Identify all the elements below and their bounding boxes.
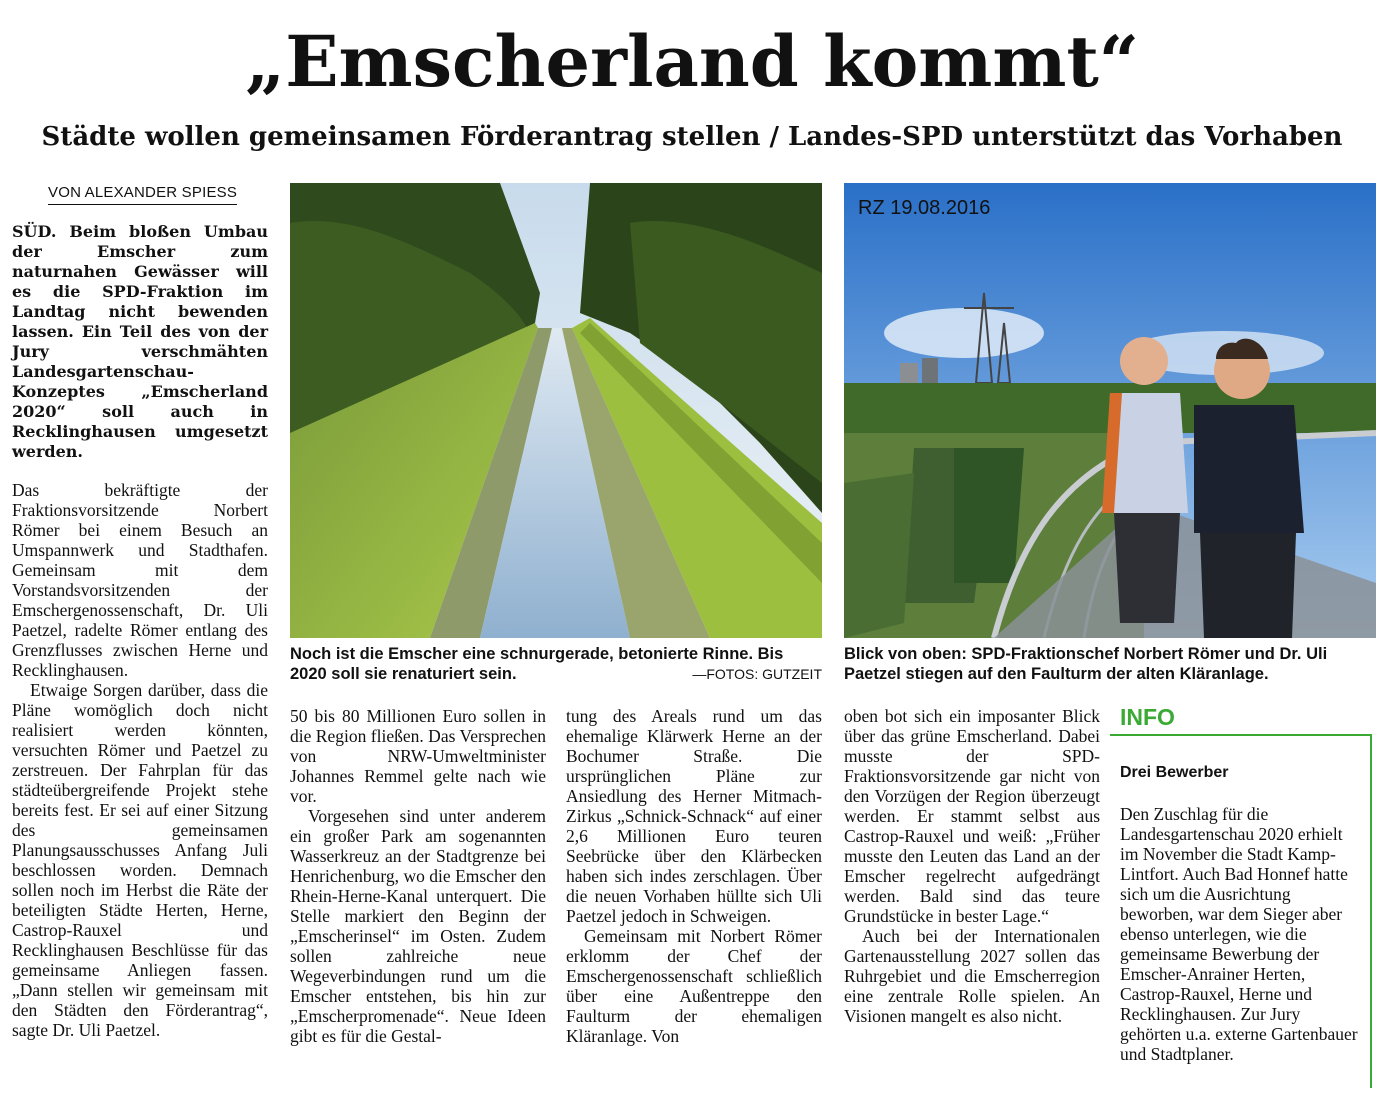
- emscher-canal-image: [290, 183, 822, 638]
- headline: „Emscherland kommt“: [244, 20, 1140, 103]
- article-column-2: [290, 706, 546, 1046]
- column-2-paragraph-2: Vorgesehen sind unter anderem ein großer Park am sogenannten Wasserkreuz an der Stadtgrenze bei Henrichenburg, wo die Emscher den Rhein-Herne-Kanal unterquert. Die Stelle markiert den Beginn der „Emscherinsel“ im Osten. Zudem sollen zahlreiche neue Wegeverbindungen rund um die Emscher entstehen, bis hin zur „Emscherpromenade“. Neue Ideen gibt es für die Gestal-: [290, 806, 546, 1046]
- info-label: INFO: [1120, 704, 1175, 730]
- caption-photo-2: Blick von oben: SPD-Fraktionschef Norbert Römer und Dr. Uli Paetzel stiegen auf den Faulturm der alten Kläranlage.: [844, 645, 1328, 683]
- column-1-paragraph-2: Etwaige Sorgen darüber, dass die Pläne womöglich doch nicht realisiert werden könnten, versuchten Römer und Paetzel zu zerstreuen. Der Fahrplan für das städteübergreifende Projekt stehe bereits fest. Er sei auf einer Sitzung des gemeinsamen Planungsausschusses Anfang Juli beschlossen worden. Demnach sollen noch im Herbst die Räte der beteiligten Städte Herten, Herne, Castrop-Rauxel und Recklinghausen Beschlüsse für das gemeinsame Anliegen fassen. „Dann stellen wir gemeinsam mit den Städten den Förderantrag“, sagte Dr. Uli Paetzel.: [12, 680, 268, 1040]
- byline: VON ALEXANDER SPIESS: [48, 184, 237, 205]
- info-title: Drei Bewerber: [1120, 764, 1229, 781]
- caption-1-text: Noch ist die Emscher eine schnurgerade, betonierte Rinne. Bis 2020 soll sie renaturiert sein.: [290, 645, 784, 683]
- column-4-paragraph-1: oben bot sich ein imposanter Blick über das grüne Emscherland. Dabei musste der SPD-Fraktionsvorsitzende gar nicht von den Vorzügen der Region überzeugt werden. Er stammt selbst aus Castrop-Rauxel und weiß: „Früher musste den Leuten das Land an der Emscher regelrecht aufgedrängt werden. Bald sind das teure Grundstücke in bester Lage.“: [844, 706, 1100, 926]
- subheadline: Städte wollen gemeinsamen Förderantrag stellen / Landes-SPD unterstützt das Vorhaben: [41, 122, 1343, 152]
- photo-credit: —FOTOS: GUTZEIT: [692, 666, 822, 682]
- column-2-paragraph-1: 50 bis 80 Millionen Euro sollen in die Region fließen. Das Versprechen von NRW-Umweltminister Johannes Remmel gelte nach wie vor.: [290, 706, 546, 806]
- info-text: Den Zuschlag für die Landesgartenschau 2020 erhielt im November die Stadt Kamp-Lintfort. Auch Bad Honnef hatte sich um die Ausrichtung beworben, war dem Sieger aber ebenso unterlegen, wie die gemeinsame Bewerbung der Emscher-Anrainer Herten, Castrop-Rauxel, Herne und Recklinghausen. Zur Jury gehörten u.a. externe Gartenbauer und Stadtplaner.: [1120, 804, 1358, 1064]
- tower-visit-image: [844, 183, 1376, 638]
- column-1-paragraph-1: Das bekräftigte der Fraktionsvorsitzende Norbert Römer bei einem Besuch an Umspannwerk und Stadthafen. Gemeinsam mit dem Vorstandsvorsitzenden der Emschergenossenschaft, Dr. Uli Paetzel, radelte Römer entlang des Grenzflusses zwischen Herne und Recklinghausen.: [12, 480, 268, 680]
- article-lead: SÜD. Beim bloßen Umbau der Emscher zum naturnahen Gewässer will es die SPD-Fraktion im Landtag nicht bewenden lassen. Ein Teil des von der Jury verschmähten Landesgartenschau-Konzeptes „Emscherland 2020“ soll auch in Recklinghausen umgesetzt werden.: [12, 222, 268, 461]
- column-4-paragraph-2: Auch bei der Internationalen Gartenausstellung 2027 sollen das Ruhrgebiet und die Emscherregion eine zentrale Rolle spielen. An Visionen mangelt es also nicht.: [844, 926, 1100, 1026]
- column-3-paragraph-2: Gemeinsam mit Norbert Römer erklomm der Chef der Emschergenossenschaft schließlich über eine Außentreppe den Faulturm der ehemaligen Kläranlage. Von: [566, 926, 822, 1046]
- article-column-4: [844, 706, 1100, 1026]
- photo-emscher-canal: [290, 183, 822, 638]
- photo-tower-visit: [844, 183, 1376, 638]
- article-column-3: [566, 706, 822, 1046]
- caption-photo-1: [290, 644, 822, 684]
- date-stamp: RZ 19.08.2016: [858, 197, 991, 219]
- column-3-paragraph-1: tung des Areals rund um das ehemalige Klärwerk Herne an der Bochumer Straße. Die ursprünglichen Pläne zur Ansiedlung des Herner Mitmach-Zirkus „Schnick-Schnack“ auf einer 2,6 Millionen Euro teuren Seebrücke über den Klärbecken haben sich indes zerschlagen. Über die neuen Vorhaben hüllte sich Uli Paetzel jedoch in Schweigen.: [566, 706, 822, 926]
- article-column-1: [12, 222, 268, 1040]
